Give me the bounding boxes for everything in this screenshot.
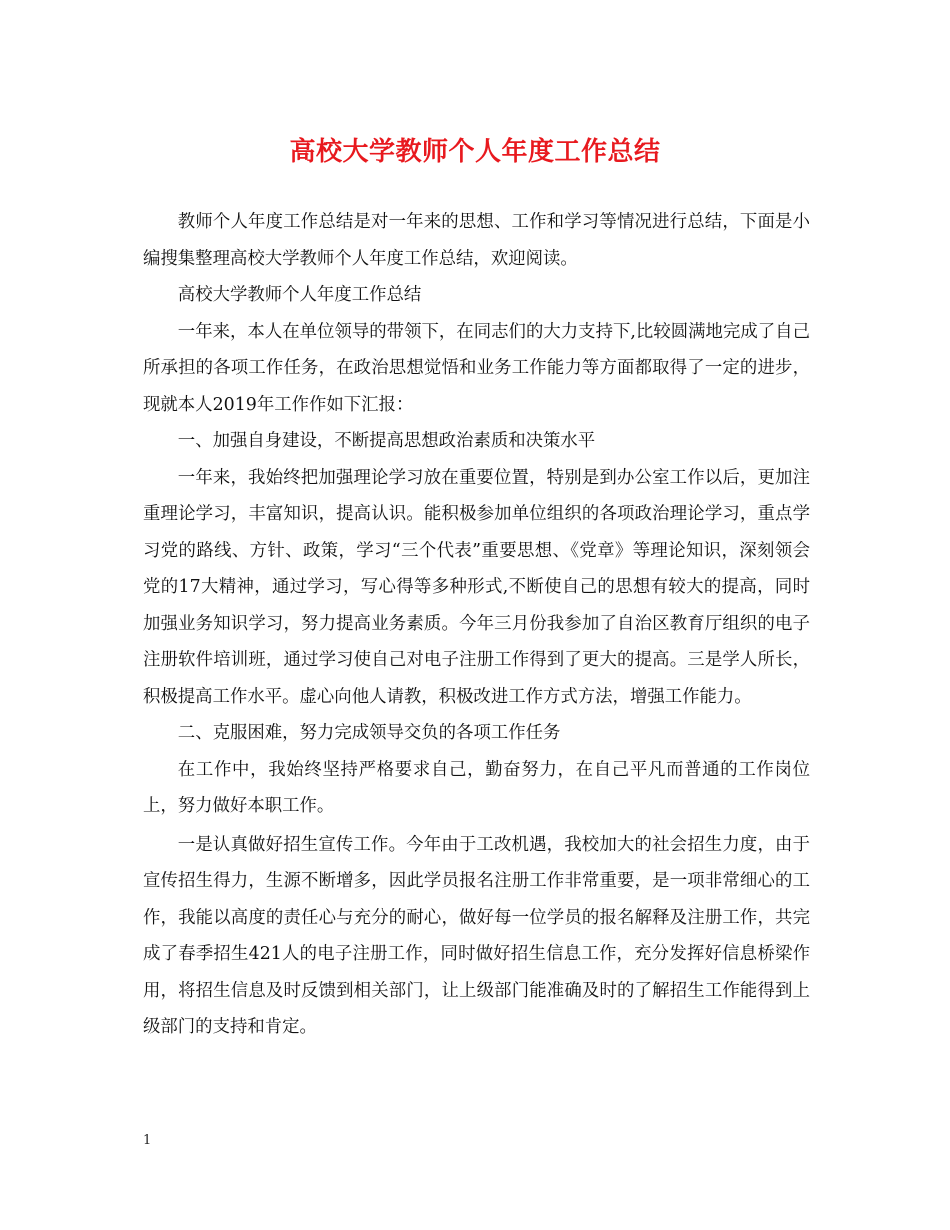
section-heading-2: 二、克服困难，努力完成领导交负的各项工作任务 <box>177 723 561 743</box>
section-1-paragraph: 一年来，我始终把加强理论学习放在重要位置，特别是到办公室工作以后，更加注重理论学习，丰富知识，提高认识。能积极参加单位组织的各项政治理论学习，重点学习党的路线、方针、政策，学习“三个代表”重要思想、《党章》等理论知识，深刻领会党的17大精神，通过学习，写心得等多种形式,不断使自己的思想有较大的提高，同时加强业务知识学习，努力提高业务素质。今年三月份我参加了自治区教育厅组织的电子注册软件培训班，通过学习使自己对电子注册工作得到了更大的提高。三是学人所长，积极提高工作水平。虚心向他人请教，积极改进工作方式方法，增强工作能力。 <box>143 467 810 707</box>
document-body <box>143 204 810 1046</box>
section-2-paragraph-2: 一是认真做好招生宣传工作。今年由于工改机遇，我校加大的社会招生力度，由于宣传招生得力，生源不断增多，因此学员报名注册工作非常重要，是一项非常细心的工作，我能以高度的责任心与充分的耐心，做好每一位学员的报名解释及注册工作，共完成了春季招生421人的电子注册工作，同时做好招生信息工作，充分发挥好信息桥梁作用，将招生信息及时反馈到相关部门，让上级部门能准确及时的了解招生工作能得到上级部门的支持和肯定。 <box>143 834 810 1037</box>
intro-paragraph: 教师个人年度工作总结是对一年来的思想、工作和学习等情况进行总结，下面是小编搜集整理高校大学教师个人年度工作总结，欢迎阅读。 <box>143 212 810 269</box>
page-number: 1 <box>143 1133 152 1148</box>
subtitle-paragraph: 高校大学教师个人年度工作总结 <box>177 285 422 305</box>
document-title: 高校大学教师个人年度工作总结 <box>289 137 661 167</box>
section-heading-1: 一、加强自身建设，不断提高思想政治素质和决策水平 <box>177 431 596 451</box>
summary-paragraph: 一年来，本人在单位领导的带领下，在同志们的大力支持下,比较圆满地完成了自己所承担的各项工作任务，在政治思想觉悟和业务工作能力等方面都取得了一定的进步，现就本人2019年工作作如下汇报： <box>143 321 810 415</box>
section-2-paragraph-1: 在工作中，我始终坚持严格要求自己，勤奋努力，在自己平凡而普通的工作岗位上，努力做好本职工作。 <box>143 759 810 816</box>
